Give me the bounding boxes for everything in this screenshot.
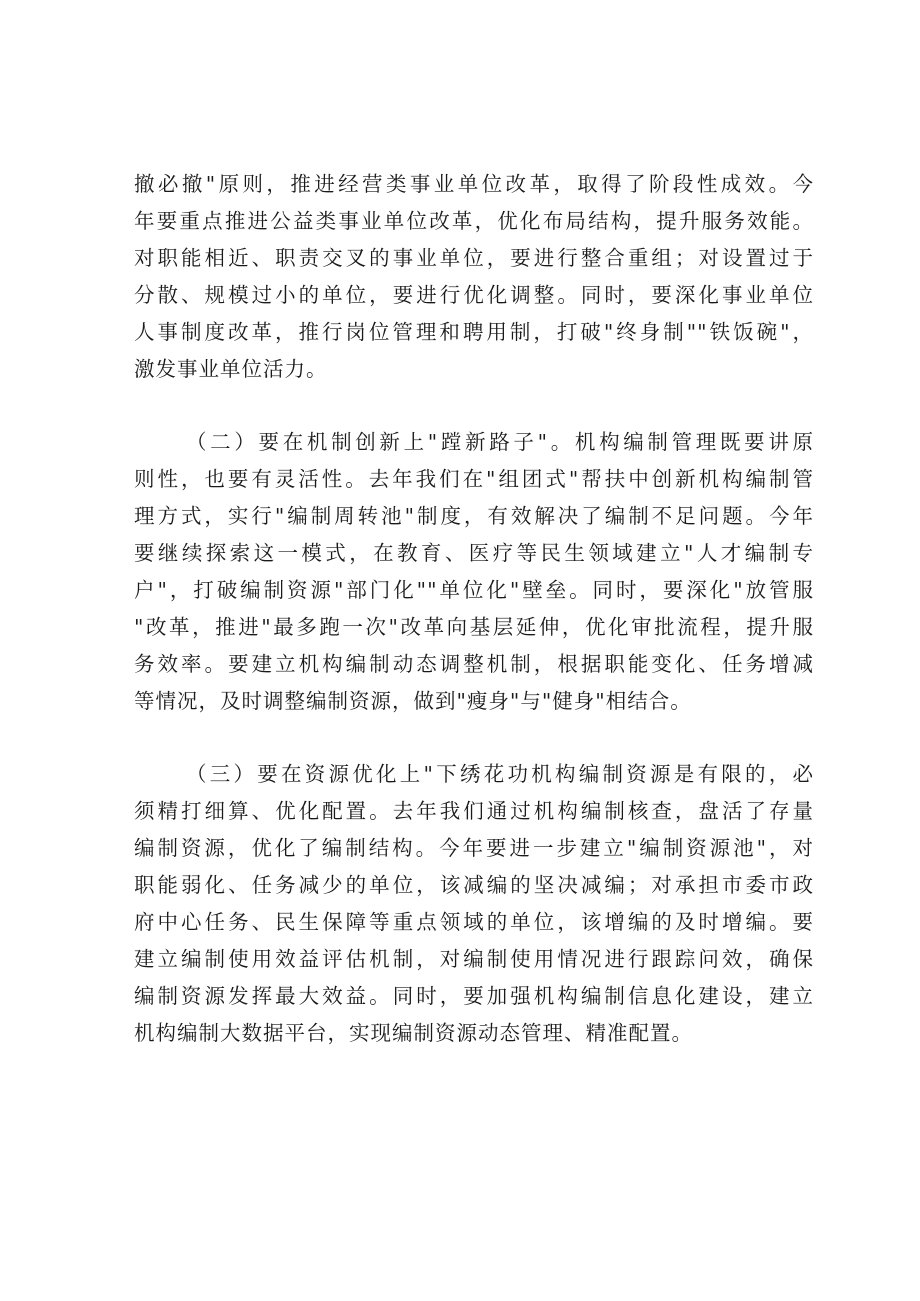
paragraph-line: （三）要在资源优化上"下绣花功机构编制资源是有限的，必 [186,762,814,786]
paragraph-line: "改革，推进"最多跑一次"改革向基层延伸，优化审批流程，提升服 [134,615,814,639]
paragraph-line: 务效率。要建立机构编制动态调整机制，根据职能变化、任务增减 [134,652,814,676]
paragraph-line: 等情况，及时调整编制资源，做到"瘦身"与"健身"相结合。 [134,689,692,713]
paragraph-line: 分散、规模过小的单位，要进行优化调整。同时，要深化事业单位 [134,283,814,307]
paragraph-line: 要继续探索这一模式，在教育、医疗等民生领域建立"人才编制专 [134,541,814,565]
paragraph-line: 机构编制大数据平台，实现编制资源动态管理、精准配置。 [134,1021,693,1045]
paragraph-1 [134,166,814,388]
paragraph-line: 府中心任务、民生保障等重点领域的单位，该增编的及时增编。要 [134,910,814,934]
paragraph-line: 职能弱化、任务减少的单位，该减编的坚决减编；对承担市委市政 [134,873,814,897]
paragraph-line: 则性，也要有灵活性。去年我们在"组团式"帮扶中创新机构编制管 [134,467,814,491]
paragraph-line: 编制资源发挥最大效益。同时，要加强机构编制信息化建设，建立 [134,984,814,1008]
paragraph-line: 人事制度改革，推行岗位管理和聘用制，打破"终身制""铁饭碗"， [134,320,814,344]
paragraph-line: 激发事业单位活力。 [134,357,328,381]
paragraph-line: 户"，打破编制资源"部门化""单位化"壁垒。同时，要深化"放管服 [134,578,814,602]
paragraph-line: 年要重点推进公益类事业单位改革，优化布局结构，提升服务效能。 [134,209,814,233]
paragraph-line: 对职能相近、职责交叉的事业单位，要进行整合重组；对设置过于 [134,246,814,270]
paragraph-line: 撤必撤"原则，推进经营类事业单位改革，取得了阶段性成效。今 [134,172,814,196]
paragraph-3 [134,756,814,1052]
paragraph-line: 编制资源，优化了编制结构。今年要进一步建立"编制资源池"，对 [134,836,814,860]
paragraph-2 [134,424,814,720]
paragraph-line: 建立编制使用效益评估机制，对编制使用情况进行跟踪问效，确保 [134,947,814,971]
paragraph-line: 理方式，实行"编制周转池"制度，有效解决了编制不足问题。今年 [134,504,814,528]
paragraph-line: （二）要在机制创新上"蹚新路子"。机构编制管理既要讲原 [186,430,814,454]
paragraph-line: 须精打细算、优化配置。去年我们通过机构编制核查，盘活了存量 [134,799,814,823]
